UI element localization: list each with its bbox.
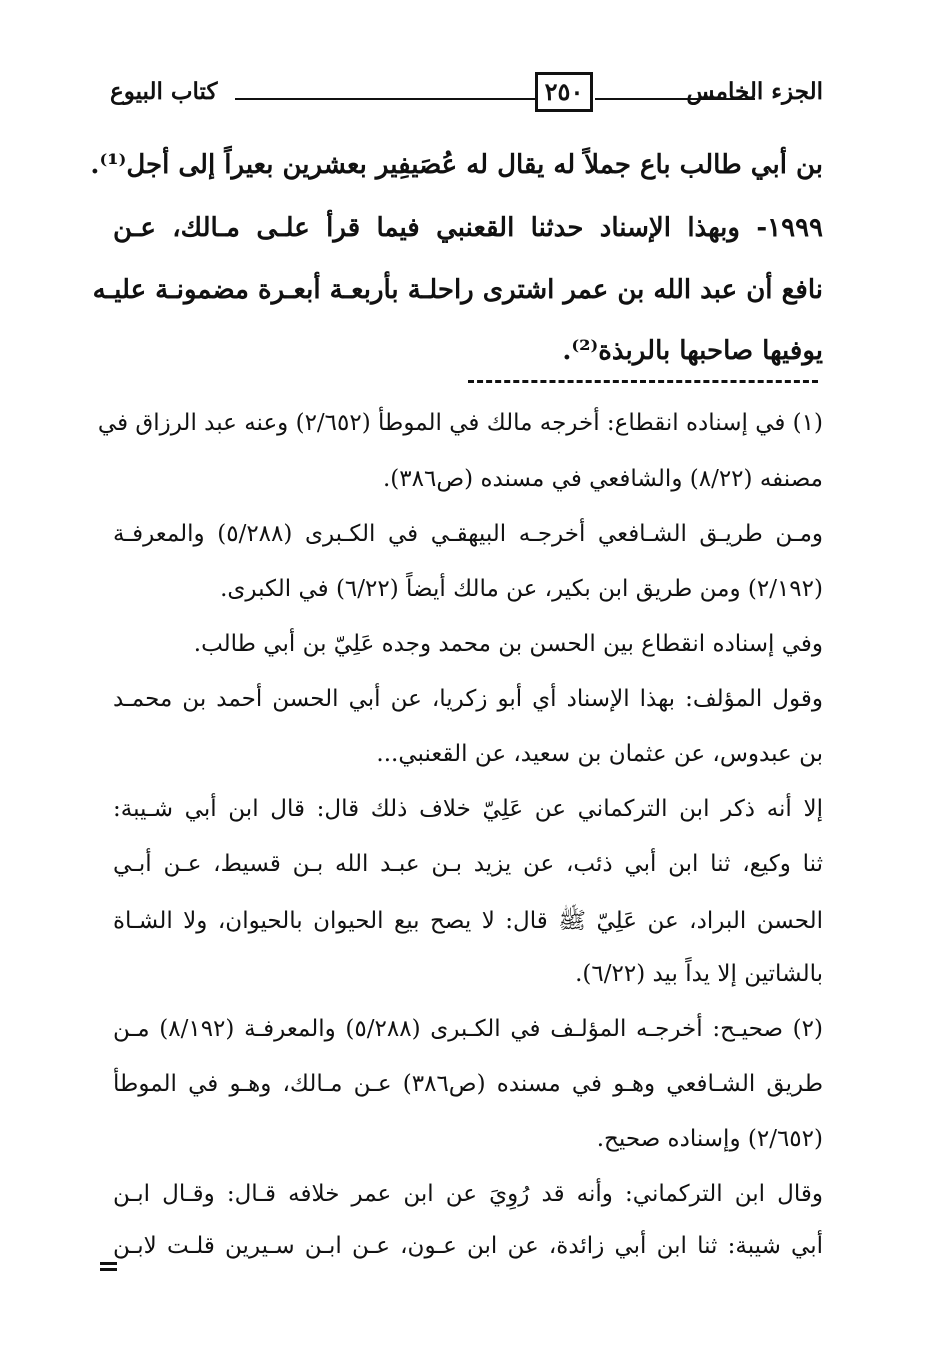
main-line-1: بن أبي طالب باع جملاً له يقال له عُصَيفِير بعشرين بعيراً إلى أجل⁽¹⁾. bbox=[90, 150, 823, 180]
section-title: الجزء الخامس bbox=[686, 78, 823, 105]
footnote-line-12: (٢) صحيـح: أخرجـه المؤلـف في الكـبرى (٥/٢٨٨) والمعرفـة (٨/١٩٢) مـن bbox=[113, 1016, 823, 1042]
page-number: ٢٥٠ bbox=[535, 72, 593, 112]
footnote-separator bbox=[468, 380, 818, 383]
footnote-line-3: ومـن طريـق الشـافعي أخرجـه البيهقـي في الكـبرى (٥/٢٨٨) والمعرفـة bbox=[113, 521, 824, 547]
footnote-line-13: طريق الشـافعي وهـو في مسنده (ص٣٨٦) عـن مـالك، وهـو في الموطأ bbox=[113, 1071, 823, 1097]
footnote-line-1: (١) في إسناده انقطاع: أخرجه مالك في الموطأ (٢/٦٥٢) وعنه عبد الرزاق في bbox=[97, 410, 823, 436]
page-header bbox=[100, 70, 823, 124]
footnote-line-16: أبي شيبة: ثنا ابن أبي زائدة، عن ابن عـون، عـن ابـن سـيرين قلـت لابـن bbox=[113, 1233, 823, 1259]
footnote-line-11: بالشاتين إلا يداً بيد (٦/٢٢). bbox=[575, 961, 823, 987]
continuation-mark bbox=[100, 1262, 117, 1271]
main-line-4: يوفيها صاحبها بالربذة⁽²⁾. bbox=[562, 336, 823, 366]
footnote-line-2: مصنفه (٨/٢٢) والشافعي في مسنده (ص٣٨٦). bbox=[383, 466, 823, 492]
main-line-3: نافع أن عبد الله بن عمر اشترى راحلـة بأربعـة أبعـرة مضمونـة عليـه bbox=[92, 275, 823, 305]
footnote-line-10: الحسن البراد، عن عَلِيّ ﷺ قال: لا يصح بيع الحيوان بالحيوان، ولا الشـاة bbox=[113, 908, 823, 934]
footnote-line-5: وفي إسناده انقطاع بين الحسن بن محمد وجده عَلِيّ بن أبي طالب. bbox=[193, 631, 823, 657]
footnote-line-4: (٢/١٩٢) ومن طريق ابن بكير، عن مالك أيضاً (٦/٢٢) في الكبرى. bbox=[220, 576, 823, 602]
book-title: كتاب البيوع bbox=[110, 78, 218, 105]
footnote-line-8: إلا أنه ذكر ابن التركماني عن عَلِيّ خلاف ذلك قال: قال ابن أبي شـيبة: bbox=[113, 796, 823, 822]
footnote-line-9: ثنا وكيع، ثنا ابن أبي ذئب، عن يزيد بـن عبـد الله بـن قسيط، عـن أبـي bbox=[113, 851, 823, 877]
header-rule-left bbox=[235, 98, 535, 100]
footnote-line-14: (٢/٦٥٢) وإسناده صحيح. bbox=[596, 1126, 823, 1152]
footnote-line-15: وقال ابن التركماني: وأنه قد رُوِيَ عن ابن عمر خلافه قـال: وقـال ابـن bbox=[113, 1181, 823, 1207]
footnote-line-6: وقول المؤلف: بهذا الإسناد أي أبو زكريا، عن أبي الحسن أحمد بن محمـد bbox=[113, 686, 823, 712]
footnote-line-7: بن عبدوس، عن عثمان بن سعيد، عن القعنبي... bbox=[376, 741, 823, 767]
main-line-2: ١٩٩٩- وبهذا الإسناد حدثنا القعنبي فيما قرأ علـى مـالك، عـن bbox=[113, 213, 823, 243]
